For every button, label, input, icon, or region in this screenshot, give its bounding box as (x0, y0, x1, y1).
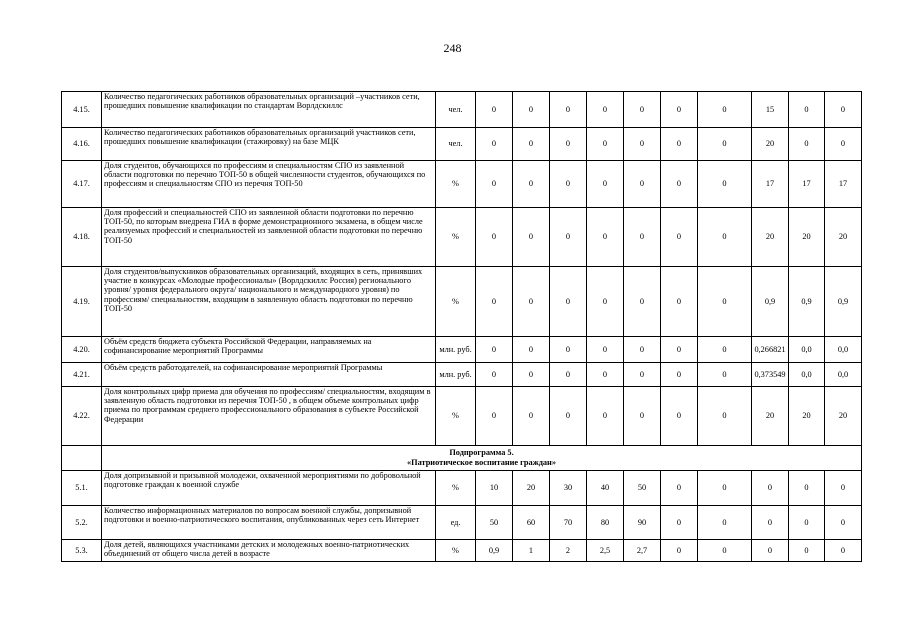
row-value: 20 (825, 387, 862, 446)
table-row (62, 471, 862, 506)
row-value: 0 (513, 363, 550, 387)
row-value: 0 (698, 387, 752, 446)
row-value: 70 (550, 506, 587, 540)
row-unit: % (436, 208, 476, 267)
row-value: 0 (624, 128, 661, 161)
row-value: 0 (698, 337, 752, 363)
row-value: 0 (550, 161, 587, 208)
row-value: 0 (789, 540, 825, 562)
row-value: 0,9 (476, 540, 513, 562)
row-value: 0 (698, 540, 752, 562)
row-value: 0 (789, 471, 825, 506)
row-value: 0 (624, 161, 661, 208)
indicators-table (61, 91, 862, 562)
page-number: 248 (443, 41, 462, 55)
row-value: 0 (550, 208, 587, 267)
row-value: 0 (698, 471, 752, 506)
row-value: 17 (752, 161, 789, 208)
row-value: 20 (513, 471, 550, 506)
row-value: 20 (789, 387, 825, 446)
row-value: 0,266821 (752, 337, 789, 363)
row-value: 0 (661, 337, 698, 363)
row-value: 0 (698, 161, 752, 208)
row-value: 0 (698, 506, 752, 540)
row-description: Доля студентов, обучающихся по профессиям и специальностям СПО из заявленной области подготовки по перечню ТОП-50 в общей численности студентов, обучающихся по профессиям и специальностям СПО из перечня ТОП-50 (102, 161, 436, 208)
row-value: 0 (624, 267, 661, 337)
row-value: 0 (698, 267, 752, 337)
row-value: 0 (587, 161, 624, 208)
row-number: 4.16. (62, 128, 102, 161)
row-value: 0 (587, 337, 624, 363)
row-unit: ед. (436, 506, 476, 540)
table-row (62, 506, 862, 540)
indicators-group-4 (62, 92, 862, 446)
row-value: 0 (624, 337, 661, 363)
row-value: 0 (661, 387, 698, 446)
row-description: Количество педагогических работников образовательных организаций –участников сети, прошедших повышение квалификации по стандартам Ворлдскиллс (102, 92, 436, 128)
row-value: 0 (587, 387, 624, 446)
row-description: Доля профессий и специальностей СПО из заявленной области подготовки по перечню ТОП-50, по которым внедрена ГИА в форме демонстрационного экзамена, в общем числе реализуемых профессий и специальностей из заявленной области подготовки по перечню ТОП-50 (102, 208, 436, 267)
row-value: 0 (513, 387, 550, 446)
row-value: 0 (587, 363, 624, 387)
row-number: 5.2. (62, 506, 102, 540)
row-value: 17 (825, 161, 862, 208)
row-value: 0 (550, 337, 587, 363)
row-value: 0 (752, 471, 789, 506)
row-value: 0 (661, 506, 698, 540)
row-value: 0 (550, 92, 587, 128)
row-value: 20 (752, 128, 789, 161)
row-value: 0,9 (789, 267, 825, 337)
row-value: 0 (661, 128, 698, 161)
row-description: Доля контрольных цифр приема для обучения по профессиям/ специальностям, входящим в заявленную область подготовки из перечня ТОП-50 , в общем объеме контрольных цифр приема по программам среднего профессионального образования в субъекте Российской Федерации (102, 387, 436, 446)
section-header (62, 446, 862, 471)
row-value: 0 (476, 92, 513, 128)
row-number: 5.1. (62, 471, 102, 506)
row-value: 1 (513, 540, 550, 562)
row-value: 0 (513, 92, 550, 128)
row-unit: % (436, 387, 476, 446)
row-description: Доля детей, являющихся участниками детских и молодежных военно-патриотических объединений от общего числа детей в возрасте (102, 540, 436, 562)
row-value: 0,9 (825, 267, 862, 337)
row-number: 4.17. (62, 161, 102, 208)
row-value: 20 (789, 208, 825, 267)
row-value: 0,0 (825, 337, 862, 363)
table-row (62, 128, 862, 161)
table-row (62, 540, 862, 562)
row-value: 10 (476, 471, 513, 506)
row-value: 0 (476, 208, 513, 267)
row-unit: чел. (436, 128, 476, 161)
row-value: 0 (825, 471, 862, 506)
row-value: 0 (550, 128, 587, 161)
section-number-cell (62, 446, 102, 471)
row-value: 0,0 (789, 363, 825, 387)
row-value: 30 (550, 471, 587, 506)
row-value: 0 (624, 208, 661, 267)
row-value: 0 (661, 161, 698, 208)
row-value: 0 (513, 128, 550, 161)
row-value: 0 (661, 471, 698, 506)
row-value: 0 (661, 540, 698, 562)
row-value: 40 (587, 471, 624, 506)
row-value: 0 (661, 363, 698, 387)
row-value: 0 (752, 540, 789, 562)
row-value: 0,0 (825, 363, 862, 387)
row-unit: чел. (436, 92, 476, 128)
table-row (62, 267, 862, 337)
row-description: Количество информационных материалов по вопросам военной службы, допризывной подготовки и военно-патриотического воспитания, опубликованных через сеть Интернет (102, 506, 436, 540)
row-value: 0 (624, 387, 661, 446)
row-number: 4.18. (62, 208, 102, 267)
row-value: 0 (661, 92, 698, 128)
row-number: 5.3. (62, 540, 102, 562)
row-value: 0 (789, 506, 825, 540)
row-value: 20 (825, 208, 862, 267)
row-value: 2 (550, 540, 587, 562)
row-value: 0 (513, 161, 550, 208)
indicators-group-5 (62, 471, 862, 562)
row-value: 0 (698, 128, 752, 161)
row-value: 0 (476, 363, 513, 387)
row-value: 2,5 (587, 540, 624, 562)
table-row (62, 337, 862, 363)
row-value: 20 (752, 208, 789, 267)
row-value: 0 (661, 267, 698, 337)
row-value: 0 (587, 128, 624, 161)
row-value: 50 (624, 471, 661, 506)
row-value: 0 (624, 363, 661, 387)
row-number: 4.20. (62, 337, 102, 363)
row-value: 0 (476, 337, 513, 363)
row-value: 0 (698, 208, 752, 267)
row-description: Объём средств работодателей, на софинансирование мероприятий Программы (102, 363, 436, 387)
row-value: 0 (587, 208, 624, 267)
row-value: 0 (825, 92, 862, 128)
row-value: 0 (789, 128, 825, 161)
row-number: 4.19. (62, 267, 102, 337)
row-unit: % (436, 267, 476, 337)
row-value: 0 (698, 92, 752, 128)
table-row (62, 208, 862, 267)
row-value: 90 (624, 506, 661, 540)
row-number: 4.21. (62, 363, 102, 387)
row-value: 0 (476, 161, 513, 208)
row-value: 0,0 (789, 337, 825, 363)
row-value: 0 (550, 267, 587, 337)
row-description: Количество педагогических работников образовательных организаций участников сети, прошедших повышение квалификации (стажировку) на базе МЦК (102, 128, 436, 161)
table-row (62, 363, 862, 387)
row-value: 0,9 (752, 267, 789, 337)
row-value: 0 (513, 337, 550, 363)
row-value: 0 (789, 92, 825, 128)
row-unit: % (436, 161, 476, 208)
row-value: 0 (624, 92, 661, 128)
row-value: 0 (752, 506, 789, 540)
section-title-cell (102, 446, 862, 471)
row-description: Объём средств бюджета субъекта Российской Федерации, направляемых на софинансирование мероприятий Программы (102, 337, 436, 363)
row-value: 0 (550, 387, 587, 446)
row-value: 17 (789, 161, 825, 208)
row-value: 50 (476, 506, 513, 540)
row-value: 0 (587, 267, 624, 337)
row-value: 0 (476, 387, 513, 446)
row-value: 0 (476, 128, 513, 161)
row-description: Доля допризывной и призывной молодежи, охваченной мероприятиями по добровольной подготовке граждан к военной службе (102, 471, 436, 506)
row-value: 0 (513, 208, 550, 267)
row-value: 15 (752, 92, 789, 128)
section-title: Подпрограмма 5. (449, 448, 514, 457)
table-row (62, 387, 862, 446)
row-value: 0 (661, 208, 698, 267)
row-value: 0,373549 (752, 363, 789, 387)
row-description: Доля студентов/выпускников образовательных организаций, входящих в сеть, принявших участие в конкурсах «Молодые профессионалы» (Ворлдскиллс Россия) региональногo уровня/ уровня федерального округа/ национального и международного уровня) по профессиям/ специальностям, входящим в заявленную область подготовки по перечню ТОП-50 (102, 267, 436, 337)
row-value: 60 (513, 506, 550, 540)
table-row (62, 161, 862, 208)
row-value: 0 (513, 267, 550, 337)
row-unit: % (436, 471, 476, 506)
row-value: 80 (587, 506, 624, 540)
row-value: 0 (698, 363, 752, 387)
row-unit: млн. руб. (436, 337, 476, 363)
row-number: 4.15. (62, 92, 102, 128)
row-number: 4.22. (62, 387, 102, 446)
section-subtitle: «Патриотическое воспитание граждан» (406, 458, 556, 467)
table-row (62, 92, 862, 128)
row-value: 0 (587, 92, 624, 128)
row-unit: % (436, 540, 476, 562)
row-value: 0 (550, 363, 587, 387)
row-unit: млн. руб. (436, 363, 476, 387)
row-value: 0 (825, 128, 862, 161)
row-value: 0 (825, 540, 862, 562)
row-value: 0 (825, 506, 862, 540)
row-value: 20 (752, 387, 789, 446)
row-value: 0 (476, 267, 513, 337)
row-value: 2,7 (624, 540, 661, 562)
